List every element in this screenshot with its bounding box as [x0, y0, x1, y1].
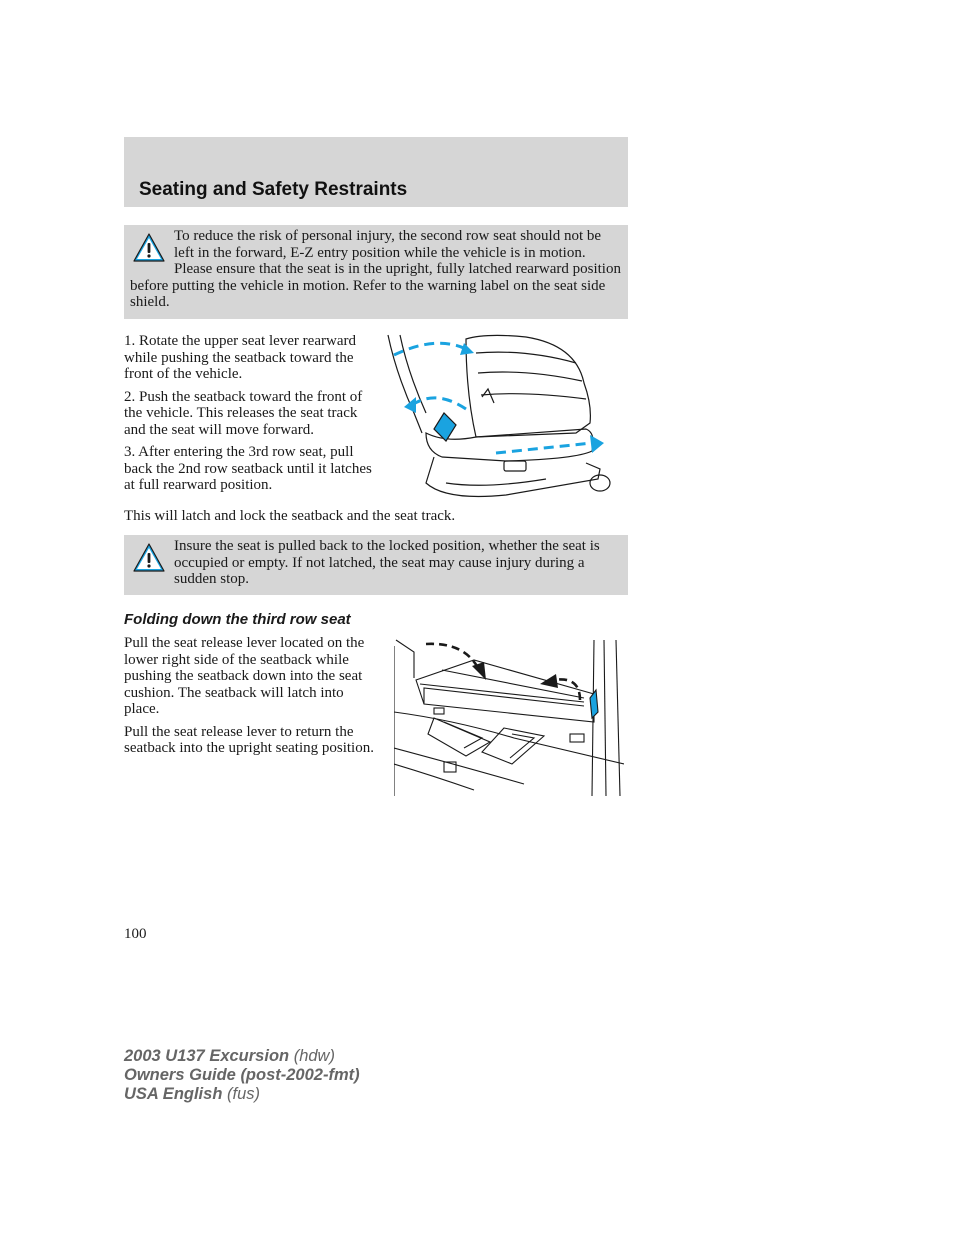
third-row-paragraph-1: Pull the seat release lever located on the lower right side of the seatback while pushing the seatback down into the seat cushion. The seatback will latch into place.	[124, 635, 365, 717]
footer-model-code: (hdw)	[293, 1047, 335, 1065]
step-3-continuation: This will latch and lock the seatback and the seat track.	[124, 508, 456, 524]
warning-text-1: To reduce the risk of personal injury, the second row seat should not be left in the forward, E-Z entry position while the vehicle is in motion. Please ensure that the seat is in the upright, fully latched rearward position before putting the vehicle in motion. Refer to the warning label on the seat side shield.	[130, 228, 621, 310]
warning-icon	[132, 542, 166, 576]
warning-box-2	[124, 535, 628, 595]
warning-icon	[132, 232, 166, 266]
warning-box-1	[124, 225, 628, 319]
second-row-seat-illustration	[386, 333, 626, 503]
footer-language-code: (fus)	[227, 1085, 260, 1103]
third-row-heading: Folding down the third row seat	[124, 611, 351, 628]
footer-line-1	[124, 1047, 360, 1066]
footer-language: USA English	[124, 1085, 223, 1103]
section-title: Seating and Safety Restraints	[139, 179, 408, 200]
third-row-paragraph-2: Pull the seat release lever to return the seatback into the upright seating position.	[124, 723, 374, 756]
step-3: 3. After entering the 3rd row seat, pull back the 2nd row seatback until it latches at full rearward position.	[124, 444, 372, 493]
steps-text	[124, 333, 382, 494]
footer-line-3	[124, 1085, 360, 1104]
third-row-text	[124, 635, 380, 763]
warning-text-2: Insure the seat is pulled back to the locked position, whether the seat is occupied or empty. If not latched, the seat may cause injury during a sudden stop.	[174, 538, 600, 587]
step-1: 1. Rotate the upper seat lever rearward while pushing the seatback toward the front of the vehicle.	[124, 333, 356, 382]
section-header	[124, 137, 628, 207]
footer-line-2	[124, 1066, 360, 1085]
third-row-seat-illustration	[394, 638, 624, 796]
footer-guide: Owners Guide (post-2002-fmt)	[124, 1066, 360, 1084]
document-footer	[124, 1047, 360, 1104]
step-2: 2. Push the seatback toward the front of the vehicle. This releases the seat track and the seat will move forward.	[124, 388, 363, 438]
footer-model: 2003 U137 Excursion	[124, 1047, 290, 1065]
page-number: 100	[124, 926, 147, 942]
